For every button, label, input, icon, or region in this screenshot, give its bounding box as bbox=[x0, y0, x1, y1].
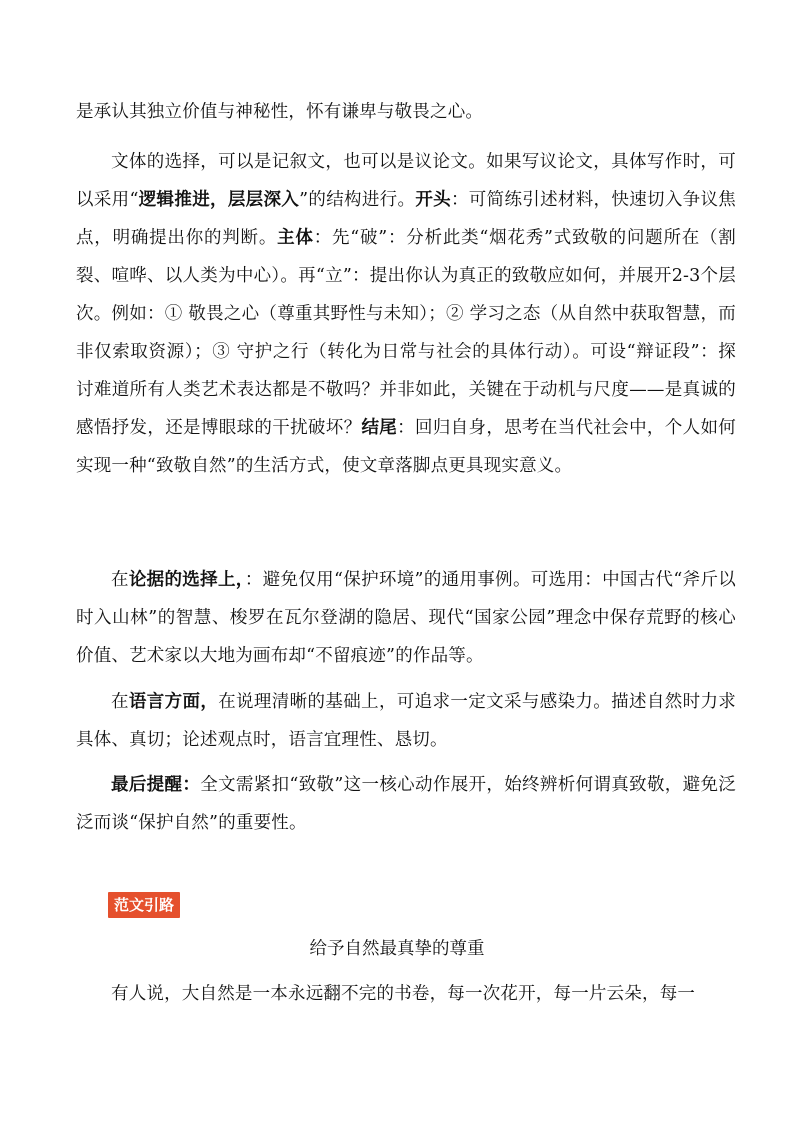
text-run: ：先“破”：分析此类“烟花秀”式致敬的问题所在（割裂、喧哗、以人类为中心）。再“立”：提出你认为真正的致敬应如何，并展开2-3个层次。例如：① 敬畏之心（尊重其野性与未知）；② 学习之态（从自然中获取智慧，而非仅索取资源）；③ 守护之行（转化为日常与社会的具体行动）。可设“辩证段”：探讨难道所有人类艺术表达都是不敬吗？并非如此，关键在于动机与尺度——是真诚的感悟抒发，还是博眼球的干扰破坏？ bbox=[76, 228, 736, 438]
section-tag: 范文引路 bbox=[108, 892, 180, 918]
text-run: ：避免仅用“保护环境”的通用事例。可选用：中国古代“斧斤以时入山林”的智慧、梭罗在瓦尔登湖的隐居、现代“国家公园”理念中保存荒野的核心价值、艺术家以大地为画布却“不留痕迹”的作品等。 bbox=[76, 570, 736, 666]
paragraph-reminder bbox=[76, 766, 736, 842]
text-run: ”的结构进行。 bbox=[299, 190, 416, 210]
text-run: ：回归自身，思考在当代社会中，个人如何实现一种“致敬自然”的生活方式，使文章落脚点更具现实意义。 bbox=[76, 418, 736, 476]
essay-title: 给予自然最真挚的尊重 bbox=[309, 939, 485, 959]
essay-first-line: 有人说，大自然是一本永远翻不完的书卷，每一次花开，每一片云朵，每一 bbox=[111, 984, 696, 1004]
text-run: 在说理清晰的基础上，可追求一定文采与感染力。描述自然时力求具体、真切；论述观点时，语言宜理性、恳切。 bbox=[76, 692, 737, 750]
paragraph-intro-tail bbox=[76, 93, 736, 131]
bold-run: 开头 bbox=[415, 190, 451, 210]
bold-run: 论据的选择上， bbox=[128, 570, 245, 590]
bold-run: 语言方面， bbox=[128, 692, 219, 712]
paragraph-text: 是承认其独立价值与神秘性，怀有谦卑与敬畏之心。 bbox=[76, 102, 484, 122]
bold-run: 结尾 bbox=[361, 418, 398, 438]
bold-run: 主体 bbox=[277, 228, 314, 248]
text-run: 全文需紧扣“致敬”这一核心动作展开，始终辨析何谓真致敬，避免泛泛而谈“保护自然”的重要性。 bbox=[76, 775, 736, 833]
text-run: ：可简练引述材料，快速切入争议焦点，明确提出你的判断。 bbox=[76, 190, 736, 248]
paragraph-evidence bbox=[76, 561, 736, 675]
text-run: 在 bbox=[111, 570, 129, 590]
text-run: 文体的选择，可以是记叙文，也可以是议论文。如果写议论文，具体写作时，可以采用“ bbox=[76, 152, 736, 210]
bold-run: 逻辑推进，层层深入 bbox=[138, 190, 300, 210]
paragraph-structure bbox=[76, 143, 736, 485]
bold-run: 最后提醒： bbox=[111, 775, 201, 795]
paragraph-language bbox=[76, 683, 736, 759]
text-run: 在 bbox=[111, 692, 129, 712]
